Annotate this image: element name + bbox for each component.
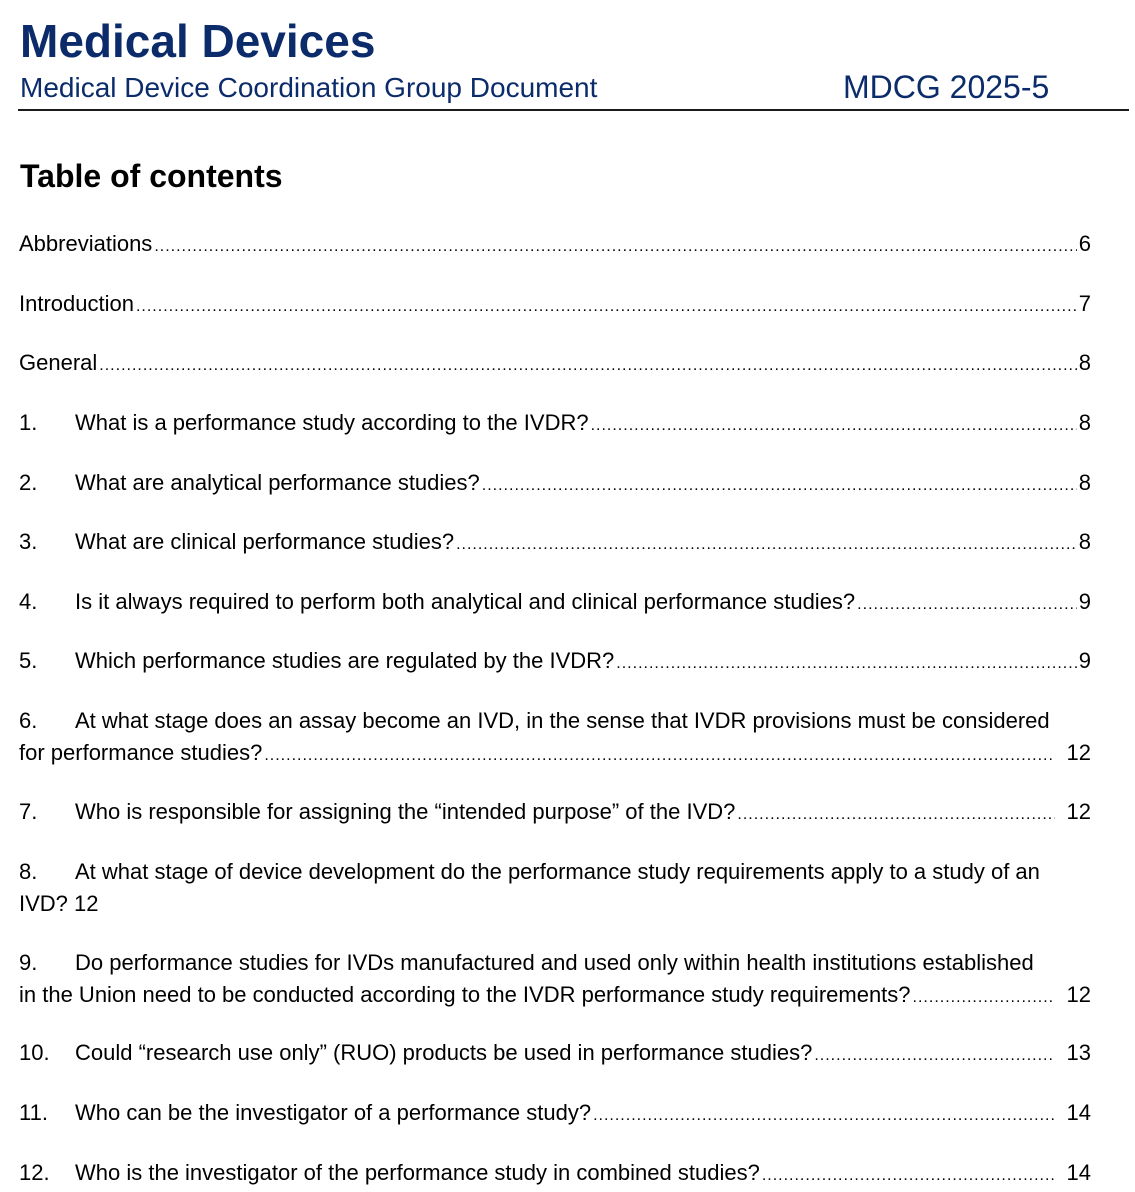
dot-leader: [814, 1040, 1055, 1072]
toc-entry-5[interactable]: [19, 645, 1091, 677]
toc-entry-number: 9.: [19, 950, 38, 975]
dot-leader: [737, 799, 1055, 831]
toc-entry-label-cont: in the Union need to be conducted according to the IVDR performance study requirements?: [19, 982, 911, 1007]
dot-leader: [762, 1160, 1055, 1192]
toc-page-number: 14: [1066, 1160, 1091, 1185]
dot-leader: [913, 982, 1055, 1014]
toc-page-number: 12: [74, 891, 99, 916]
toc-link[interactable]: [19, 228, 1091, 260]
header-subtitle: Medical Device Coordination Group Document: [20, 72, 598, 103]
toc-entry-6[interactable]: [19, 705, 1124, 769]
toc-entry-label: What are clinical performance studies?: [75, 529, 455, 554]
toc-entry-label: At what stage does an assay become an IVD, in the sense that IVDR provisions must be considered: [75, 708, 1050, 733]
toc-page-number: 14: [1066, 1100, 1091, 1125]
toc-entry-introduction[interactable]: [19, 288, 1091, 320]
toc-page-number: 8: [1078, 410, 1091, 435]
toc-entry-number: 5.: [19, 648, 38, 673]
toc-entry-abbreviations[interactable]: [19, 228, 1091, 260]
toc-entry-3[interactable]: [19, 526, 1091, 558]
toc-entry-7[interactable]: [19, 796, 1091, 828]
toc-entry-label: Who is responsible for assigning the “intended purpose” of the IVD?: [75, 799, 736, 824]
toc-page-number: 6: [1078, 231, 1091, 256]
document-id: MDCG 2025-5: [843, 69, 1050, 105]
toc-entry-label: Which performance studies are regulated by the IVDR?: [75, 648, 615, 673]
toc-entry-label: At what stage of device development do the performance study requirements apply to a study of an: [75, 859, 1040, 884]
toc-link[interactable]: [19, 347, 1091, 379]
document-header: [18, 14, 1129, 111]
toc-page-number: 12: [1066, 982, 1091, 1007]
toc-heading: Table of contents: [20, 158, 283, 194]
toc-page-number: 7: [1078, 291, 1091, 316]
dot-leader: [154, 231, 1076, 263]
toc-entry-10[interactable]: [19, 1037, 1091, 1069]
dot-leader: [136, 291, 1077, 323]
toc-entry-4[interactable]: [19, 586, 1091, 618]
toc-entry-label-cont: for performance studies?: [19, 740, 263, 765]
toc-entry-number: 3.: [19, 529, 38, 554]
toc-entry-number: 2.: [19, 470, 38, 495]
toc-entry-number: 1.: [19, 410, 38, 435]
toc-entry-line-1: [19, 856, 1124, 888]
toc-entry-label-cont: IVD?: [19, 891, 68, 916]
toc-entry-label: Could “research use only” (RUO) products be used in performance studies?: [75, 1040, 813, 1065]
toc-entry-label: Who is the investigator of the performance study in combined studies?: [75, 1160, 760, 1185]
toc-entry-8[interactable]: [19, 856, 1124, 920]
toc-entry-label: Abbreviations: [19, 231, 153, 256]
toc-link[interactable]: [19, 979, 1091, 1011]
toc-entry-label: Do performance studies for IVDs manufactured and used only within health institutions established: [75, 950, 1034, 975]
toc-link[interactable]: [19, 1097, 1091, 1129]
toc-link[interactable]: [19, 796, 1091, 828]
dot-leader: [99, 350, 1076, 382]
toc-link[interactable]: [19, 288, 1091, 320]
toc-entry-label: Introduction: [19, 291, 134, 316]
toc-entry-9[interactable]: [19, 947, 1124, 1011]
toc-entry-number: 6.: [19, 708, 38, 733]
toc-link[interactable]: [19, 467, 1091, 499]
toc-page-number: 13: [1066, 1040, 1091, 1065]
dot-leader: [591, 410, 1077, 442]
toc-page-number: 9: [1078, 648, 1091, 673]
dot-leader: [456, 529, 1077, 561]
toc-link[interactable]: [19, 586, 1091, 618]
toc-entry-1[interactable]: [19, 407, 1091, 439]
dot-leader: [264, 740, 1055, 772]
toc-entry-label: Who can be the investigator of a performance study?: [75, 1100, 592, 1125]
dot-leader: [616, 648, 1076, 680]
toc-entry-number: 4.: [19, 589, 38, 614]
toc-link[interactable]: [19, 645, 1091, 677]
toc-link[interactable]: [19, 737, 1091, 769]
dot-leader: [857, 589, 1077, 621]
toc-page-number: 12: [1066, 740, 1091, 765]
toc-entry-label: What is a performance study according to the IVDR?: [75, 410, 589, 435]
toc-entry-label: Is it always required to perform both analytical and clinical performance studies?: [75, 589, 856, 614]
toc-entry-line-1: [19, 947, 1124, 979]
toc-entry-number: 12.: [19, 1160, 50, 1185]
dot-leader: [593, 1100, 1055, 1132]
toc-entry-11[interactable]: [19, 1097, 1091, 1129]
toc-link[interactable]: [19, 1037, 1091, 1069]
toc-entry-label: General: [19, 350, 98, 375]
toc-page-number: 12: [1066, 799, 1091, 824]
toc-entry-general[interactable]: [19, 347, 1091, 379]
header-title: Medical Devices: [20, 15, 376, 67]
toc-link[interactable]: [19, 526, 1091, 558]
toc-page-number: 8: [1078, 350, 1091, 375]
toc-link[interactable]: [19, 407, 1091, 439]
toc-entry-label: What are analytical performance studies?: [75, 470, 480, 495]
toc-entry-number: 7.: [19, 799, 38, 824]
toc-link[interactable]: [19, 1157, 1091, 1189]
toc-entry-number: 10.: [19, 1040, 50, 1065]
toc-link[interactable]: [19, 888, 1124, 920]
toc-entry-line-1: [19, 705, 1124, 737]
toc-page-number: 8: [1078, 470, 1091, 495]
toc-entry-number: 8.: [19, 859, 38, 884]
dot-leader: [482, 470, 1077, 502]
toc-entry-number: 11.: [19, 1100, 48, 1125]
toc-page-number: 9: [1078, 589, 1091, 614]
toc-entry-12[interactable]: [19, 1157, 1091, 1189]
toc-page-number: 8: [1078, 529, 1091, 554]
toc-entry-2[interactable]: [19, 467, 1091, 499]
